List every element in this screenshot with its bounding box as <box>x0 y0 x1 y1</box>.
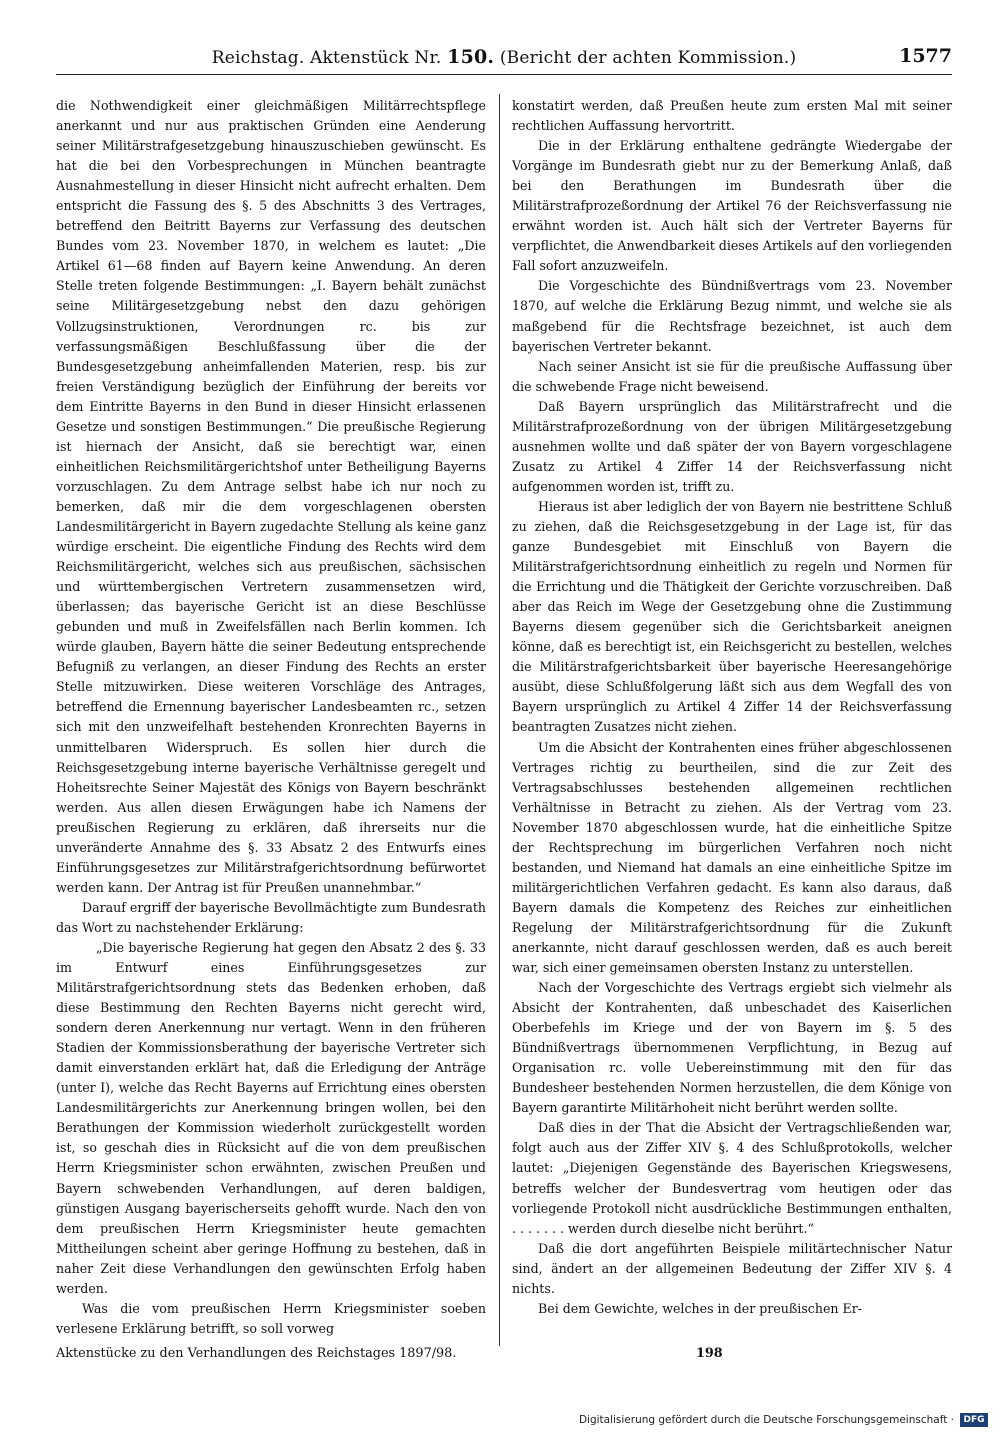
document-number: 150. <box>447 46 495 68</box>
page-footer <box>56 1346 952 1366</box>
running-title-pre: Reichstag. Aktenstück Nr. <box>211 48 448 68</box>
right-column-paragraph: Hieraus ist aber lediglich der von Bayern nie bestrittene Schluß zu ziehen, daß die Reichsgesetzgebung in der Lage ist, für das ganze Bundesgebiet mit Einschluß von Bayern die Militärstrafgerichtsordnung einheitlich zu regeln und Normen für die Errichtung und die Thätigkeit der Gerichte vorzuschreiben. Daß aber das Reich im Wege der Gesetzgebung ohne die Zustimmung Bayerns diesem gegenüber sich die Gerichtsbarkeit aneignen könne, daß es berechtigt ist, ein Reichsgericht zu bestellen, welches die Militärstrafgerichtsbarkeit über bayerische Heeresangehörige ausübt, diese Schlußfolgerung läßt sich aus dem Wegfall des von Bayern ursprünglich zu Artikel 4 Ziffer 14 der Reichsverfassung beantragten Zusatzes nicht ziehen. <box>512 498 952 735</box>
right-column-paragraph: Daß Bayern ursprünglich das Militärstrafrecht und die Militärstrafprozeßordnung von der übrigen Militärgesetzgebung ausnehmen wollte und daß später der von Bayern vorgeschlagene Zusatz zu Artikel 4 Ziffer 14 der Reichsverfassung nicht aufgenommen worden ist, trifft zu. <box>512 398 952 494</box>
right-column <box>512 96 952 1336</box>
digitization-credit <box>579 1410 988 1430</box>
running-title-post: (Bericht der achten Kommission.) <box>494 48 797 68</box>
right-column-paragraph: Nach der Vorgeschichte des Vertrags ergiebt sich vielmehr als Absicht der Kontrahenten, daß unbeschadet des Kaiserlichen Oberbefehls im Kriege und der von Bayern im §. 5 des Bündnißvertrags übernommenen Verpflichtung, in Bezug auf Organisation rc. volle Uebereinstimmung mit den für das Bundesheer bestehenden Normen herzustellen, die dem Könige von Bayern garantirte Militärhoheit nicht berührt werden sollte. <box>512 980 952 1116</box>
running-title <box>56 46 952 68</box>
page-number: 1577 <box>899 45 952 67</box>
left-column-paragraph: „Die bayerische Regierung hat gegen den Absatz 2 des §. 33 im Entwurf eines Einführungsgesetzes zur Militärstrafgerichtsordnung stets das Bedenken erhoben, daß diese Bestimmung den Rechten Bayerns nicht gerecht wird, sondern deren Anerkennung nur vertagt. Wenn in den früheren Stadien der Kommissionsberathung der bayerische Vertreter sich damit einverstanden erklärt hat, daß die Erledigung der Anträge (unter I), welche das Recht Bayerns auf Errichtung eines obersten Landesmilitärgerichts zur Anerkennung bringen wollen, bei den Berathungen der Kommission wiederholt zurückgestellt worden ist, so geschah dies in Rücksicht auf die von dem preußischen Herrn Kriegsminister schon erwähnten, zwischen Preußen und Bayern schwebenden Verhandlungen, auf deren baldigen, günstigen Ausgang bayerischerseits gehofft wurde. Nach den von dem preußischen Herrn Kriegsminister heute gemachten Mittheilungen scheint aber geringe Hoffnung zu bestehen, daß in naher Zeit diese Verhandlungen den gewünschten Erfolg haben werden. <box>56 939 486 1296</box>
footer-source: Aktenstücke zu den Verhandlungen des Reichstages 1897/98. <box>56 1346 457 1361</box>
right-column-paragraph: Bei dem Gewichte, welches in der preußischen Er- <box>538 1300 862 1316</box>
left-column-paragraph: Was die vom preußischen Herrn Kriegsminister soeben verlesene Erklärung betrifft, so soll vorweg <box>56 1300 486 1336</box>
right-column-paragraph: Daß dies in der That die Absicht der Vertragschließenden war, folgt auch aus der Ziffer XIV §. 4 des Schlußprotokolls, welcher lautet: „Diejenigen Gegenstände des Bayerischen Kriegswesens, betreffs welcher der Bundesvertrag vom heutigen oder das vorliegende Protokoll nicht ausdrückliche Bestimmungen enthalten, . . . . . . . werden durch dieselbe nicht berührt.“ <box>512 1120 952 1236</box>
right-column-paragraph: Die Vorgeschichte des Bündnißvertrags vom 23. November 1870, auf welche die Erklärung Bezug nimmt, und welche sie als maßgebend für die Rechtsfrage bezeichnet, ist auch dem bayerischen Vertreter bekannt. <box>512 278 952 354</box>
left-column-paragraph: Darauf ergriff der bayerische Bevollmächtigte zum Bundesrath das Wort zu nachstehender Erklärung: <box>56 899 486 935</box>
left-column-paragraph: die Nothwendigkeit einer gleichmäßigen Militärrechtspflege anerkannt und nur aus praktischen Gründen eine Aenderung seiner Militärstrafgesetzgebung hinauszuschieben gewünscht. Es hat die bei den Vorbesprechungen in München beantragte Ausnahmestellung in dieser Hinsicht nicht aufrecht erhalten. Dem entspricht die Fassung des §. 5 des Abschnitts 3 des Vertrages, betreffend den Beitritt Bayerns zur Verfassung des deutschen Bundes vom 23. November 1870, in welchem es lautet: „Die Artikel 61—68 finden auf Bayern keine Anwendung. An deren Stelle treten folgende Bestimmungen: „I. Bayern behält zunächst seine Militärgesetzgebung nebst den dazu gehörigen Vollzugsinstruktionen, Verordnungen rc. bis zur verfassungsmäßigen Beschlußfassung über die der Bundesgesetzgebung anheimfallenden Materien, resp. bis zur freien Verständigung bezüglich der Einführung der bereits vor dem Eintritte Bayerns in den Bund in dieser Hinsicht erlassenen Gesetze und sonstigen Bestimmungen.“ Die preußische Regierung ist hiernach der Ansicht, daß sie berechtigt war, einen einheitlichen Reichsmilitärgerichtshof unter Betheiligung Bayerns vorzuschlagen. Zu dem Antrage selbst habe ich nur noch zu bemerken, daß mir die dem vorgeschlagenen obersten Landesmilitärgericht in Bayern zugedachte Stellung als keine ganz würdige erscheint. Die eigentliche Findung des Rechts wird dem Reichsmilitärgericht, welches sich aus preußischen, sächsischen und württembergischen Vertretern zusammensetzen wird, überlassen; das bayerische Gericht ist an diese Beschlüsse gebunden und muß in Zweifelsfällen nach Berlin kommen. Ich würde glauben, Bayern hätte die seiner Bedeutung entsprechende Befugniß zu verlangen, an dieser Findung des Rechts an erster Stelle mitzuwirken. Diese weiteren Vorschläge des Antrages, betreffend die Ernennung bayerischer Landesbeamten rc., setzen sich mit den unzweifelhaft bestehenden Kronrechten Bayerns in unmittelbaren Widerspruch. Es sollen hier durch die Reichsgesetzgebung interne bayerische Verhältnisse geregelt und Hoheitsrechte Seiner Majestät des Königs von Bayern beschränkt werden. Aus allen diesen Erwägungen habe ich Namens der preußischen Regierung zu erklären, daß ihrerseits nur die unveränderte Annahme des §. 33 Absatz 2 des Entwurfs eines Einführungsgesetzes zur Militärstrafgerichtsordnung befürwortet werden kann. Der Antrag ist für Preußen unannehmbar.“ <box>56 98 486 895</box>
dfg-logo: DFG <box>960 1413 988 1427</box>
credit-text: Digitalisierung gefördert durch die Deutsche Forschungsgemeinschaft · <box>578 1414 954 1426</box>
sheet-signature: 198 <box>696 1346 723 1361</box>
right-column-paragraph: Daß die dort angeführten Beispiele militärtechnischer Natur sind, ändert an der allgemeinen Bedeutung der Ziffer XIV §. 4 nichts. <box>512 1240 952 1296</box>
right-column-paragraph: Nach seiner Ansicht ist sie für die preußische Auffassung über die schwebende Frage nicht beweisend. <box>512 358 952 394</box>
right-column-paragraph: konstatirt werden, daß Preußen heute zum ersten Mal mit seiner rechtlichen Auffassung hervortritt. <box>512 98 952 134</box>
left-column <box>56 96 486 1336</box>
running-header <box>56 44 952 75</box>
right-column-paragraph: Die in der Erklärung enthaltene gedrängte Wiedergabe der Vorgänge im Bundesrath giebt nur zu der Bemerkung Anlaß, daß bei den Berathungen im Bundesrath über die Militärstrafprozeßordnung der Artikel 76 der Reichsverfassung nie erwähnt worden ist. Auch hält sich der Vertreter Bayerns für verpflichtet, die Anwendbarkeit dieses Artikels auf den vorliegenden Fall sofort anzuzweifeln. <box>512 138 952 274</box>
column-divider <box>499 94 500 1346</box>
right-column-paragraph: Um die Absicht der Kontrahenten eines früher abgeschlossenen Vertrages richtig zu beurtheilen, sind die zur Zeit des Vertragsabschlusses bestehenden allgemeinen rechtlichen Verhältnisse in Betracht zu ziehen. Als der Vertrag vom 23. November 1870 abgeschlossen wurde, hat die einheitliche Spitze der Rechtsprechung im bürgerlichen Verfahren noch nicht bestanden, und Niemand hat damals an eine einheitliche Spitze im militärgerichtlichen Verfahren gedacht. Es kann also daraus, daß Bayern damals die Kompetenz des Reiches zur einheitlichen Regelung der Militärstrafgerichtsordnung für die Zukunft anerkannte, nicht darauf geschlossen werden, daß es auch bereit war, sich einer gemeinsamen obersten Instanz zu unterstellen. <box>512 739 952 976</box>
